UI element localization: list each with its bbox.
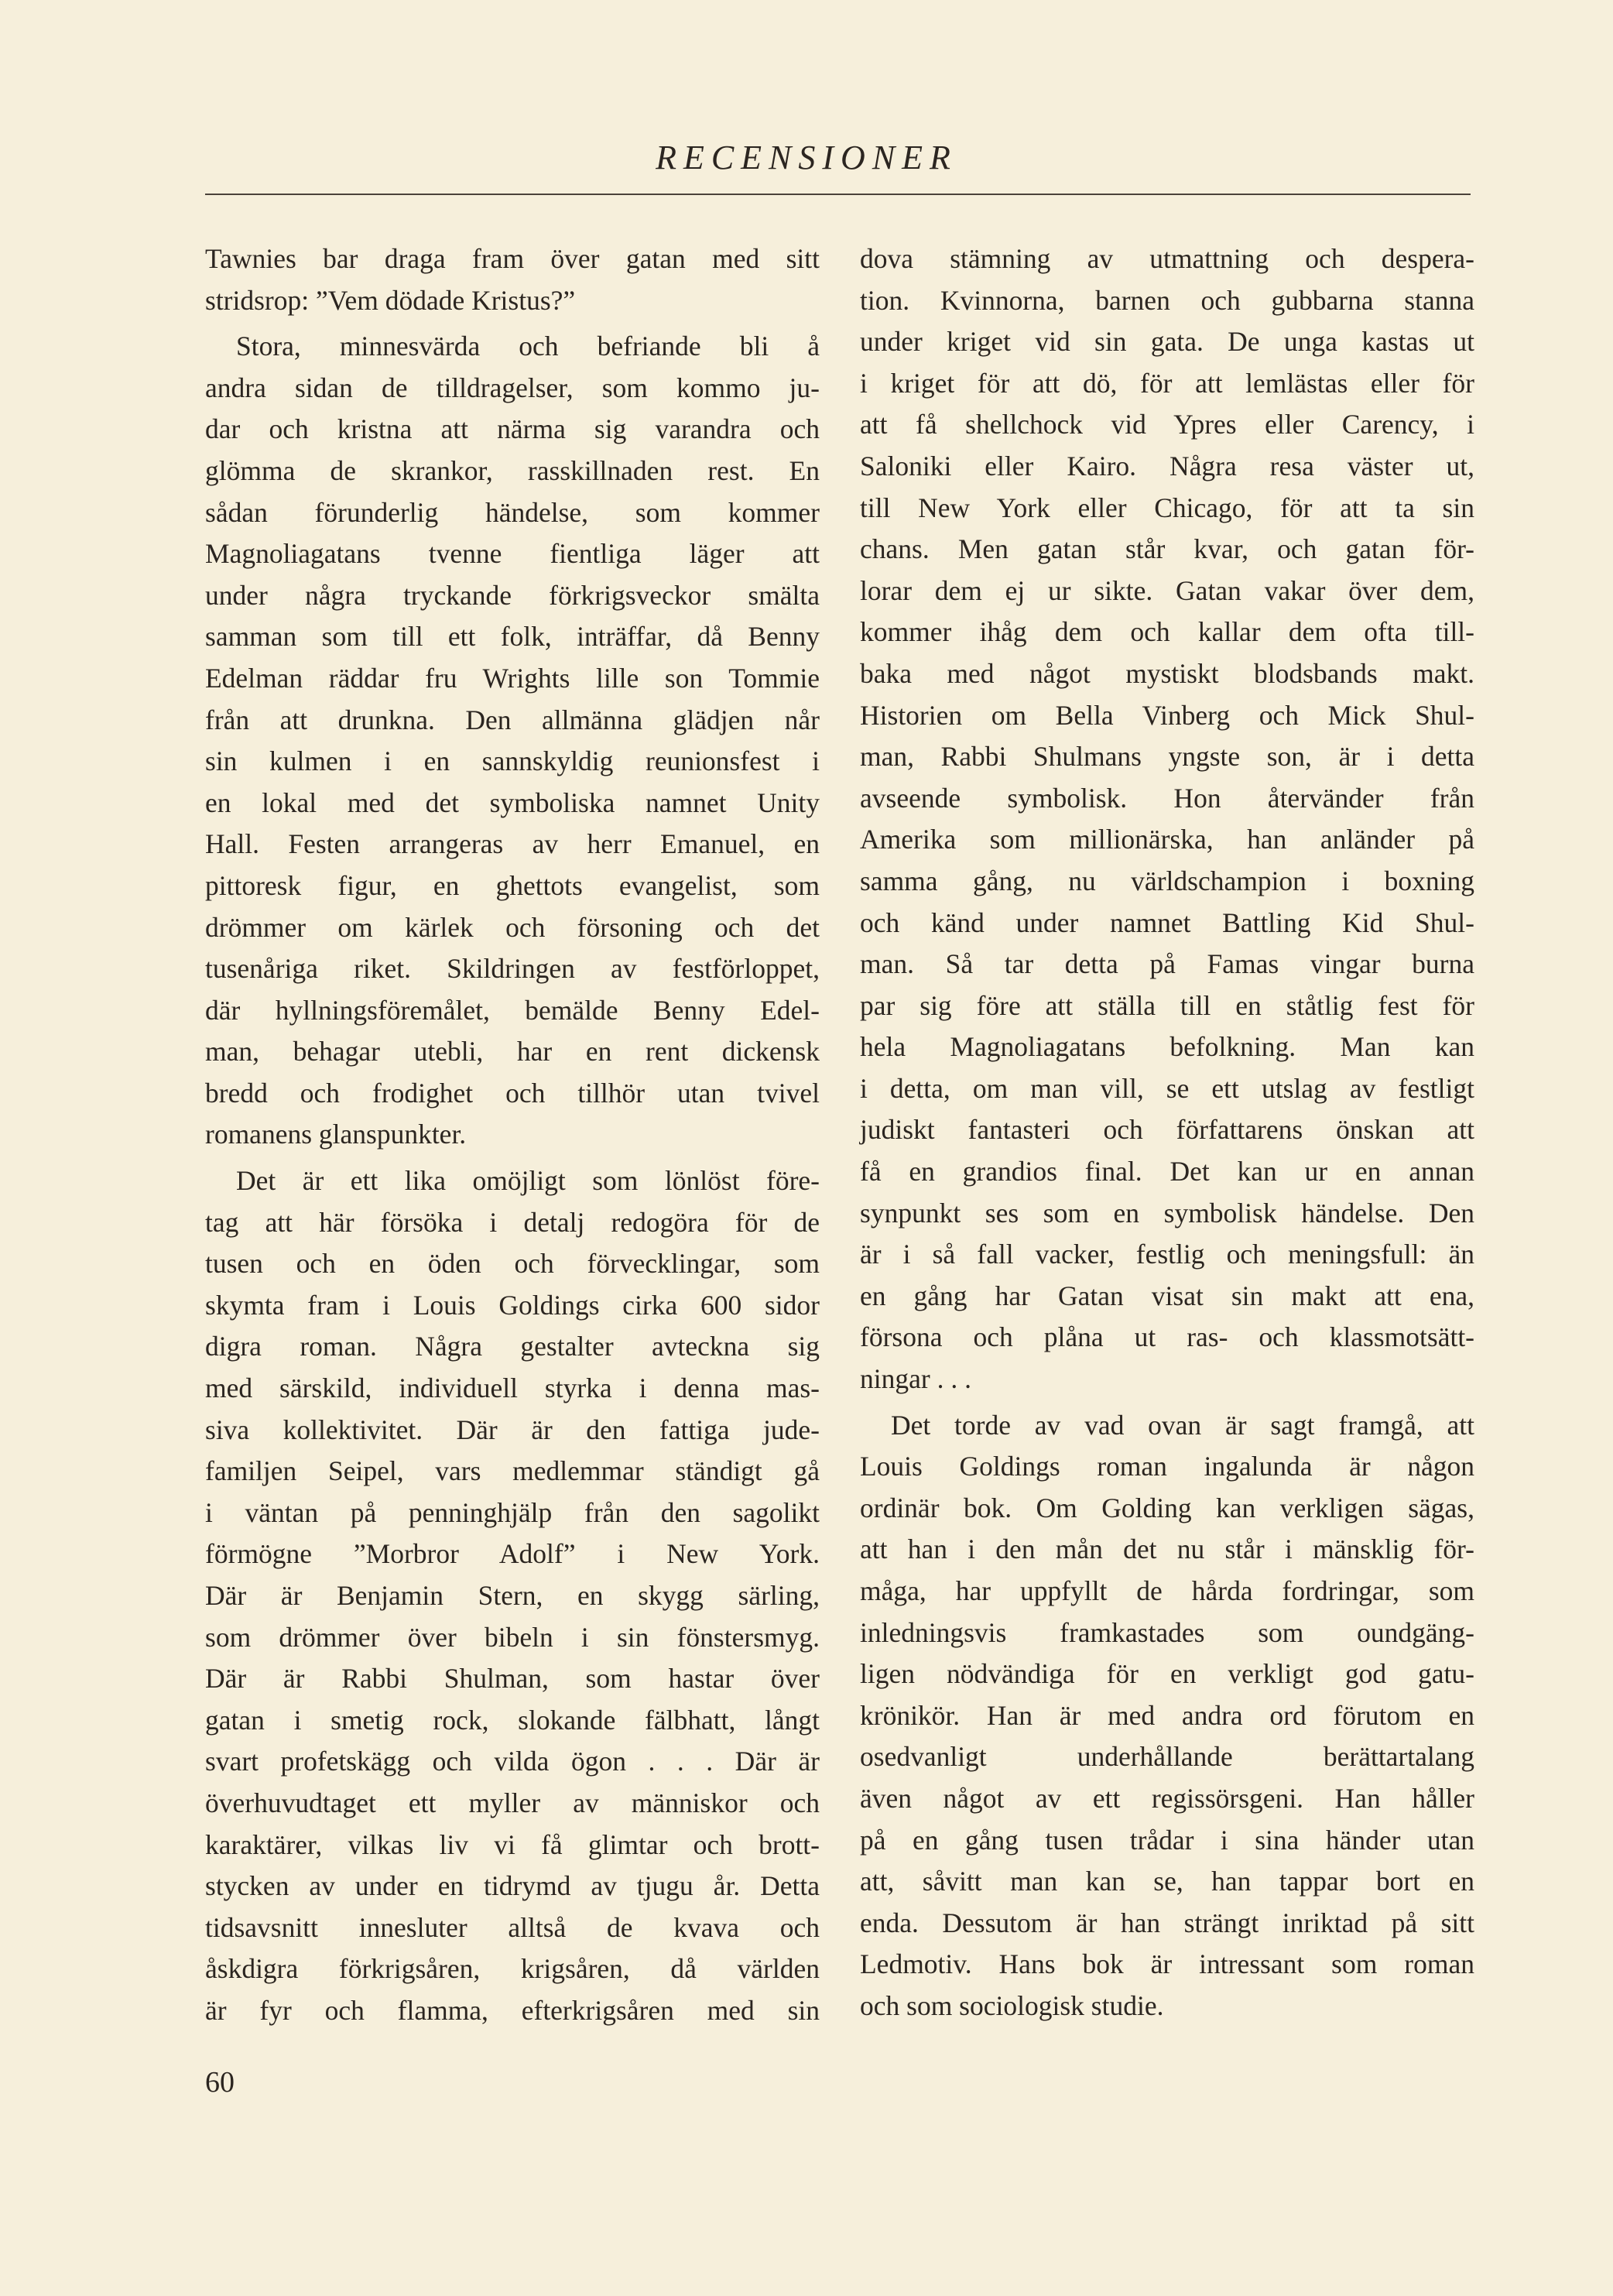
paragraph [860,1405,1474,2027]
text-line: hela Magnoliagatans befolkning. Man kan [860,1031,1474,1063]
text-line: man, behagar utebli, har en rent dickensk [205,1036,820,1067]
text-line: familjen Seipel, vars medlemmar ständigt gå [205,1455,820,1487]
text-line: Amerika som millionärska, han anländer på [860,824,1474,855]
right-column [860,238,1474,2032]
text-line: Ledmotiv. Hans bok är intressant som roman [860,1948,1474,1980]
text-line: Där är Rabbi Shulman, som hastar över [205,1663,820,1695]
text-line: tion. Kvinnorna, barnen och gubbarna stanna [860,284,1474,316]
text-line: ningar . . . [860,1363,971,1395]
text-line: försona och plåna ut ras- och klassmotsätt- [860,1321,1474,1353]
text-line: att få shellchock vid Ypres eller Carency, i [860,409,1474,440]
text-line: svart profetskägg och vilda ögon . . . Där är [205,1746,820,1777]
text-line: på en gång tusen trådar i sina händer utan [860,1824,1474,1856]
text-line: är i så fall vacker, festlig och meningsfull: än [860,1239,1474,1270]
text-line: tag att här försöka i detalj redogöra för de [205,1206,820,1238]
text-line: bredd och frodighet och tillhör utan tvivel [205,1077,820,1109]
running-header: RECENSIONER [656,139,957,176]
left-column [205,238,820,2037]
text-line: Tawnies bar draga fram över gatan med sitt [205,243,820,274]
text-line: från att drunkna. Den allmänna glädjen når [205,704,820,735]
text-line: måga, har uppfyllt de hårda fordringar, som [860,1575,1474,1606]
text-line: Saloniki eller Kairo. Några resa väster ut, [860,450,1474,481]
text-line: tusen och en öden och förvecklingar, som [205,1248,820,1280]
text-line: Det torde av vad ovan är sagt framgå, att [891,1409,1474,1441]
text-line: Hall. Festen arrangeras av herr Emanuel, en [205,828,820,860]
text-line: osedvanligt underhållande berättartalang [860,1741,1474,1773]
text-line: sådan förunderlig händelse, som kommer [205,496,820,528]
text-line: få en grandios final. Det kan ur en annan [860,1156,1474,1187]
text-line: man. Så tar detta på Famas vingar burna [860,948,1474,980]
text-line: åskdigra förkrigsåren, krigsåren, då världen [205,1953,820,1985]
text-line: sin kulmen i en sannskyldig reunionsfest i [205,745,820,777]
text-line: en lokal med det symboliska namnet Unity [205,786,820,818]
text-line: karaktärer, vilkas liv vi få glimtar och brott- [205,1828,820,1860]
text-line: överhuvudtaget ett myller av människor och [205,1787,820,1818]
text-line: Det är ett lika omöjligt som lönlöst före- [236,1165,820,1197]
text-line: lorar dem ej ur sikte. Gatan vakar över dem, [860,574,1474,606]
text-line: ligen nödvändiga för en verkligt god gatu- [860,1658,1474,1690]
text-line: att, såvitt man kan se, han tappar bort en [860,1866,1474,1897]
text-line: i väntan på penninghjälp från den sagolikt [205,1496,820,1528]
text-line: förmögne ”Morbror Adolf” i New York. [205,1538,820,1570]
paragraph [205,1160,820,2031]
text-line: tusenåriga riket. Skildringen av festförloppet, [205,953,820,985]
text-line: romanens glanspunkter. [205,1119,467,1150]
text-line: Historien om Bella Vinberg och Mick Shul- [860,699,1474,731]
text-line: avseende symbolisk. Hon återvänder från [860,782,1474,814]
text-line: och som sociologisk studie. [860,1989,1164,2021]
text-line: stridsrop: ”Vem dödade Kristus?” [205,284,576,316]
text-line: drömmer om kärlek och försoning och det [205,911,820,943]
text-line: en gång har Gatan visat sin makt att ena, [860,1280,1474,1311]
header-rule [205,194,1471,195]
text-line: Louis Goldings roman ingalunda är någon [860,1451,1474,1482]
text-line: stycken av under en tidrymd av tjugu år. Detta [205,1870,820,1902]
text-line: och känd under namnet Battling Kid Shul- [860,906,1474,938]
text-line: samman som till ett folk, inträffar, då Benny [205,621,820,653]
text-line: under några tryckande förkrigsveckor smälta [205,579,820,611]
paragraph [860,238,1474,1400]
text-line: digra roman. Några gestalter avteckna sig [205,1331,820,1362]
text-line: som drömmer över bibeln i sin fönstersmyg. [205,1621,820,1653]
text-line: gatan i smetig rock, slokande fälbhatt, långt [205,1704,820,1736]
text-line: även något av ett regissörsgeni. Han håller [860,1782,1474,1814]
page-number: 60 [205,2066,235,2099]
text-line: synpunkt ses som en symbolisk händelse. Den [860,1197,1474,1229]
text-line: med särskild, individuell styrka i denna mas- [205,1372,820,1404]
text-line: under kriget vid sin gata. De unga kastas ut [860,326,1474,358]
text-line: krönikör. Han är med andra ord förutom en [860,1699,1474,1731]
text-line: glömma de skrankor, rasskillnaden rest. En [205,454,820,486]
text-line: siva kollektivitet. Där är den fattiga jude- [205,1414,820,1445]
text-line: inledningsvis framkastades som oundgäng- [860,1616,1474,1648]
text-line: Edelman räddar fru Wrights lille son Tommie [205,662,820,694]
text-line: judiskt fantasteri och författarens önskan att [860,1114,1474,1146]
text-line: enda. Dessutom är han strängt inriktad på sitt [860,1907,1474,1938]
text-line: chans. Men gatan står kvar, och gatan för- [860,533,1474,565]
text-line: till New York eller Chicago, för att ta sin [860,492,1474,523]
text-line: baka med något mystiskt blodsbands makt. [860,657,1474,689]
text-line: pittoresk figur, en ghettots evangelist, som [205,869,820,901]
text-line: där hyllningsföremålet, bemälde Benny Edel- [205,994,820,1026]
text-line: andra sidan de tilldragelser, som kommo ju- [205,372,820,403]
text-line: att han i den mån det nu står i mänsklig för- [860,1534,1474,1565]
text-line: kommer ihåg dem och kallar dem ofta till- [860,616,1474,648]
text-line: tidsavsnitt innesluter alltså de kvava och [205,1911,820,1943]
text-line: samma gång, nu världschampion i boxning [860,865,1474,896]
text-line: Stora, minnesvärda och befriande bli å [236,331,820,362]
text-line: man, Rabbi Shulmans yngste son, är i detta [860,741,1474,773]
text-line: dova stämning av utmattning och despera- [860,243,1474,274]
text-line: Där är Benjamin Stern, en skygg särling, [205,1580,820,1611]
text-line: par sig före att ställa till en ståtlig fest för [860,989,1474,1021]
text-line: skymta fram i Louis Goldings cirka 600 sidor [205,1289,820,1321]
paragraph [205,326,820,1156]
text-line: dar och kristna att närma sig varandra och [205,413,820,445]
text-line: Magnoliagatans tvenne fientliga läger att [205,538,820,570]
paragraph [205,238,820,321]
text-line: i kriget för att dö, för att lemlästas eller för [860,367,1474,399]
text-line: är fyr och flamma, efterkrigsåren med sin [205,1994,820,2026]
text-line: i detta, om man vill, se ett utslag av festligt [860,1072,1474,1104]
text-line: ordinär bok. Om Golding kan verkligen sägas, [860,1492,1474,1523]
